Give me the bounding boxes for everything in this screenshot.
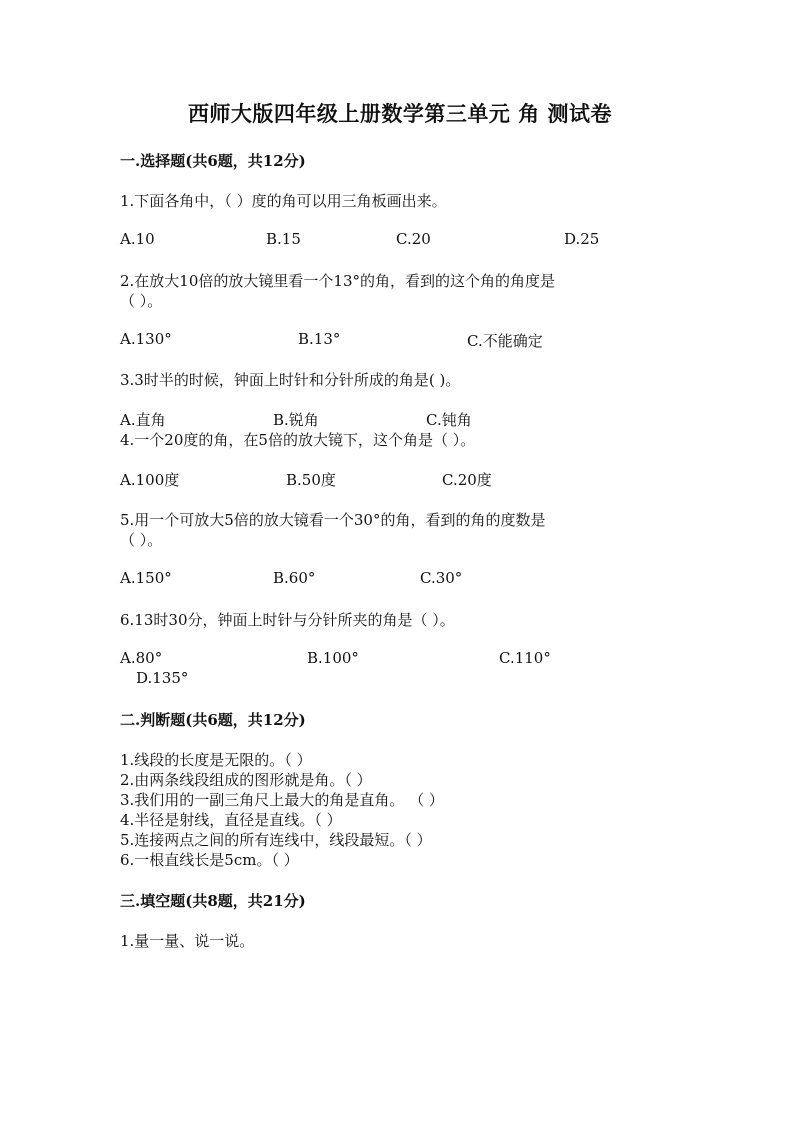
question-text-continued: （ ）。 — [120, 292, 163, 310]
judgment-item: 1.线段的长度是无限的。（ ） — [120, 751, 312, 769]
page-title: 西师大版四年级上册数学第三单元 角 测试卷 — [187, 101, 613, 126]
option-c: C.110° — [499, 649, 551, 667]
question-text: 3.3时半的时候，钟面上时针和分针所成的角是( )。 — [120, 371, 461, 389]
option-c: C.30° — [420, 569, 463, 587]
question-text: 5.用一个可放大5倍的放大镜看一个30°的角，看到的角的度数是 — [120, 511, 546, 529]
question-text: 6.13时30分，钟面上时针与分针所夹的角是（ ）。 — [120, 611, 455, 629]
question-text: 1.下面各角中，（ ）度的角可以用三角板画出来。 — [120, 192, 447, 210]
judgment-item: 2.由两条线段组成的图形就是角。（ ） — [120, 771, 372, 789]
question-text: 4.一个20度的角，在5倍的放大镜下，这个角是（ ）。 — [120, 431, 476, 449]
option-a: A.80° — [120, 649, 163, 667]
option-b: B.50度 — [286, 471, 336, 489]
option-a: A.130° — [120, 330, 172, 348]
option-b: B.15 — [266, 230, 301, 248]
option-c: C.不能确定 — [467, 332, 543, 350]
section-heading-fill-blank: 三.填空题(共8题，共21分) — [120, 892, 306, 910]
section-heading-choice: 一.选择题(共6题，共12分) — [120, 152, 306, 170]
option-a: A.150° — [120, 569, 172, 587]
option-c: C.20度 — [442, 471, 492, 489]
question-text-continued: （ ）。 — [120, 531, 163, 549]
option-b: B.13° — [298, 330, 341, 348]
question-text: 2.在放大10倍的放大镜里看一个13°的角，看到的这个角的角度是 — [120, 272, 555, 290]
option-b: B.100° — [307, 649, 359, 667]
question-text: 1.量一量、说一说。 — [120, 932, 255, 950]
option-d: D.25 — [564, 230, 600, 248]
judgment-item: 4.半径是射线，直径是直线。（ ） — [120, 811, 342, 829]
section-heading-true-false: 二.判断题(共6题，共12分) — [120, 711, 306, 729]
option-c: C.20 — [396, 230, 431, 248]
option-a: A.直角 — [120, 411, 166, 429]
option-b: B.锐角 — [273, 411, 319, 429]
judgment-item: 6.一根直线长是5cm。（ ） — [120, 851, 299, 869]
option-b: B.60° — [273, 569, 316, 587]
option-c: C.钝角 — [426, 411, 472, 429]
judgment-item: 5.连接两点之间的所有连线中，线段最短。（ ） — [120, 831, 432, 849]
judgment-item: 3.我们用的一副三角尺上最大的角是直角。 （ ） — [120, 791, 444, 809]
option-a: A.10 — [120, 230, 155, 248]
option-d: D.135° — [136, 669, 189, 687]
option-a: A.100度 — [120, 471, 180, 489]
